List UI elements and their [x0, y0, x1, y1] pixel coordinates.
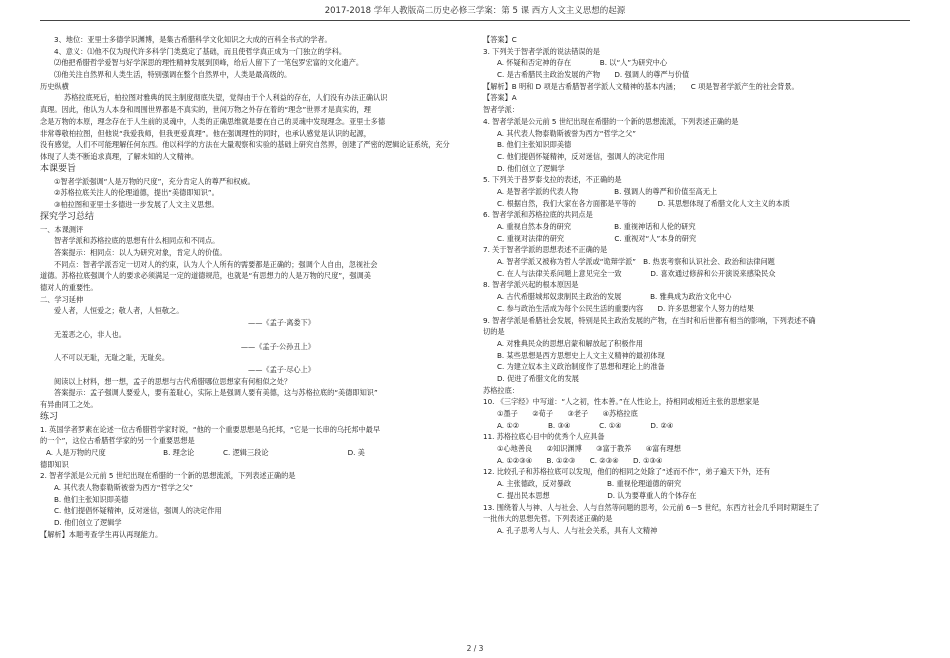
- text-line: 2. 智者学派是公元前 5 世纪出现在希腊的一个新的思想流派，下列表述正确的是: [40, 471, 296, 481]
- text-line: 【答案】A: [483, 93, 517, 103]
- text-line: 7. 关于智者学派的思想表述不正确的是: [483, 245, 608, 255]
- text-line: 12. 比较孔子和苏格拉底可以发现，他们的相同之处除了“述而不作”，弟子遍天下外，还有: [483, 467, 771, 477]
- text-line: A. 其代表人物泰勒斯被誉为西方“哲学之父”: [497, 128, 636, 138]
- text-line: A. 主张德政，反对暴政 B. 重视伦理道德的研究: [497, 479, 682, 489]
- text-line: ——《孟子·公孙丑上》: [240, 341, 315, 351]
- text-line: D. 他们创立了逻辑学: [497, 163, 565, 173]
- text-line: A. 人是万物的尺度 B. 理念论 C. 逻辑三段论 D. 美: [46, 448, 365, 457]
- text-line: C. 参与政治生活成为每个公民生活的重要内容 D. 许多思想家个人努力的结果: [497, 303, 754, 313]
- text-line: A. 其代表人物泰勒斯被誉为西方“哲学之父”: [54, 483, 193, 493]
- text-line: 一、本课测评: [40, 224, 84, 234]
- text-line: 真理。因此，他认为人本身和周围世界都是不真实的，世间万物之外存在着的“理念”世界才是真实的，理: [40, 105, 371, 115]
- text-line: 答案提示：孟子强调人要爱人，要有羞耻心，实际上是强调人要有美德，这与苏格拉底的“美德即知识”: [54, 388, 378, 398]
- text-line: 德对人的重要性。: [40, 283, 98, 293]
- text-line: 13. 围绕着人与神、人与社会、人与自然等问题的思考，公元前 6－5 世纪，东西方社会几乎同时期诞生了: [483, 502, 820, 512]
- text-line: 1. 英国学者罗素在论述一位古希腊哲学家时说，“他的一个重要思想是乌托邦，“它是一长串的乌托邦中最早: [40, 424, 381, 434]
- text-line: A. 古代希腊城邦奴隶制民主政治的发展 B. 雅典成为政治文化中心: [497, 292, 732, 302]
- text-line: A. 是智者学派的代表人物 B. 强调人的尊严和价值至高无上: [497, 186, 718, 196]
- text-line: 智者学派和苏格拉底的思想有什么相同点和不同点。: [54, 236, 220, 246]
- text-line: 历史纵横: [40, 81, 69, 91]
- text-line: A. ①②③④ B. ①②③ C. ②③④ D. ①③④: [497, 455, 663, 465]
- text-line: A. ①② B. ③④ C. ①④ D. ②④: [497, 420, 674, 430]
- text-line: 非常尊敬柏拉图，但他说“我爱我师，但我更爱真理”。他在强调理性的同时，也承认感觉是认识的起源，: [40, 128, 371, 138]
- text-line: B. 某些思想是西方思想史上人文主义精神的最初体现: [497, 350, 665, 360]
- text-line: 人不可以无耻，无耻之耻，无耻矣。: [54, 353, 170, 363]
- page-number: 2 / 3: [466, 644, 484, 653]
- text-line: C. 在人与法律关系问题上意见完全一致 D. 喜欢通过修辞和公开演说来感染民众: [497, 268, 776, 278]
- text-line: ⑶他关注自然界和人类生活，特别强调在整个自然界中，人类是最高级的。: [54, 70, 292, 80]
- text-line: 练习: [40, 411, 59, 422]
- text-line: A. 怀疑和否定神的存在 B. 以“人”为研究中心: [497, 58, 668, 68]
- text-line: 3. 下列关于智者学派的说法错误的是: [483, 46, 600, 56]
- text-line: A. 对雅典民众的思想启蒙和解放起了积极作用: [497, 338, 643, 348]
- text-line: 3、地位：亚里士多德学识渊博，是集古希腊科学文化知识之大成的百科全书式的学者。: [54, 35, 332, 44]
- text-line: B. 他们主张知识即美德: [54, 494, 129, 504]
- text-line: 智者学派：: [483, 105, 519, 115]
- text-line: 阅读以上材料，想一想，孟子的思想与古代希腊哪位思想家有何相似之处？: [54, 376, 292, 386]
- text-line: 的一个”，这位古希腊哲学家的另一个重要思想是: [40, 436, 195, 446]
- text-line: 苏格拉底死后，柏拉图对雅典的民主制度彻底失望，觉得由于个人利益的存在，人们没有办法正确认识: [64, 93, 388, 103]
- text-line: C. 他们提倡怀疑精神，反对迷信，强调人的决定作用: [497, 151, 665, 161]
- text-line: C. 提出民本思想 D. 认为要尊重人的个体存在: [497, 490, 697, 500]
- text-line: 切的是: [483, 327, 505, 337]
- text-line: 8. 智者学派兴起的根本原因是: [483, 280, 579, 290]
- text-line: 苏格拉底：: [483, 385, 519, 395]
- text-line: 德即知识: [40, 459, 69, 469]
- text-line: 4、意义：⑴他不仅为现代许多科学门类奠定了基础，而且使哲学真正成为一门独立的学科。: [54, 46, 347, 56]
- text-line: 探究学习总结: [40, 211, 95, 222]
- text-line: 9. 智者学派是希腊社会发展，特别是民主政治发展的产物，在当时和后世都有相当的影响，下列表述不确: [483, 315, 816, 325]
- text-line: 答案提示：相同点：以人为研究对象，肯定人的价值。: [54, 248, 227, 257]
- text-line: C. 是古希腊民主政治发展的产物 D. 强调人的尊严与价值: [497, 70, 690, 80]
- text-line: 念是万物的本原，理念存在于人生前的灵魂中，人类的正确思维就是要在自己的灵魂中发现理念。亚里士多德: [40, 116, 386, 126]
- text-line: ①智者学派强调“人是万物的尺度”，充分肯定人的尊严和权威。: [54, 176, 255, 186]
- header-rule: [40, 20, 910, 21]
- text-line: 体现了人类不断追求真理，了解未知的人文精神。: [40, 151, 199, 161]
- text-line: 5. 下列关于普罗泰戈拉的表述，不正确的是: [483, 175, 622, 185]
- page-header: 2017-2018 学年人教版高二历史必修三学案：第 5 课 西方人文主义思想的起源: [324, 6, 626, 16]
- left-column: [40, 34, 465, 541]
- text-line: 不同点：智者学派否定一切对人的约束，认为人个人所有的需要都是正确的；强调个人自由，忽视社会: [54, 259, 378, 269]
- right-column: [483, 34, 908, 537]
- text-line: 本课要旨: [40, 163, 77, 174]
- text-line: ②苏格拉底关注人的伦理道德，提出“美德即知识”。: [54, 188, 219, 198]
- text-line: ①心地善良 ②知识渊博 ③富于教养 ④富有理想: [497, 444, 681, 454]
- text-line: C. 根据自然，我们大家在各方面都是平等的 D. 其思想体现了希腊文化人文主义的本质: [497, 198, 790, 208]
- text-line: ③柏拉图和亚里士多德进一步发展了人文主义思想。: [54, 199, 219, 209]
- text-line: D. 他们创立了逻辑学: [54, 518, 122, 528]
- text-line: A. 重视自然本身的研究 B. 重视神话和人伦的研究: [497, 222, 696, 231]
- text-line: 无羞恶之心，非人也。: [54, 329, 126, 339]
- text-line: A. 孔子思考人与人、人与社会关系，具有人文精神: [497, 525, 658, 535]
- text-line: C. 他们提倡怀疑精神，反对迷信，强调人的决定作用: [54, 506, 222, 516]
- text-line: ①墨子 ②荀子 ③老子 ④苏格拉底: [497, 409, 638, 418]
- text-line: 道德。苏格拉底强调个人的要求必须满足一定的道德规范，也就是“有思想力的人是万物的尺度”，强调美: [40, 271, 371, 281]
- text-line: 没有感觉，人们不可能理解任何东西。他以科学的方法在大量观察和实验的基础上研究自然界，创建了严密的逻辑论证系统，充分: [40, 140, 450, 150]
- text-line: ——《孟子·离娄下》: [248, 318, 315, 328]
- text-line: 10. 《三字经》中写道：“人之初，性本善。”在人性论上，持相同或相近主张的思想家是: [483, 397, 760, 407]
- text-line: C. 重视对法律的研究 C. 重视对“人”本身的研究: [497, 233, 697, 243]
- text-line: 一批伟大的思想先哲。下列表述正确的是: [483, 514, 613, 524]
- text-line: 二、学习延伸: [40, 294, 84, 304]
- text-line: 【解析】B 明和 D 项是古希腊智者学派人文精神的基本内涵； C 项是智者学派产生的社会背景。: [483, 81, 799, 91]
- text-line: ——《孟子·尽心上》: [248, 364, 315, 374]
- text-line: ⑵他把希腊哲学爱智与好学深思的理性精神发展到顶峰，给后人留下了一笔包罗宏富的文化遗产。: [54, 58, 364, 68]
- text-line: 爱人者，人恒爱之；敬人者，人恒敬之。: [54, 306, 184, 316]
- text-line: 【答案】C: [483, 35, 517, 44]
- text-line: 4. 智者学派是公元前 5 世纪出现在希腊的一个新的思想流派，下列表述正确的是: [483, 116, 739, 126]
- text-line: A. 智者学派又被称为哲人学派或“诡辩学派” B. 热衷考察和认识社会、政治和法律问题: [497, 257, 775, 267]
- text-line: B. 他们主张知识即美德: [497, 140, 572, 150]
- text-line: 【解析】本题考查学生再认再现能力。: [40, 529, 163, 539]
- text-line: C. 为建立奴本主义政治制度作了思想和理论上的准备: [497, 362, 665, 372]
- text-line: 有异曲同工之处。: [40, 399, 98, 409]
- text-line: D. 促进了希腊文化的发展: [497, 373, 579, 383]
- text-line: 11. 苏格拉底心目中的优秀个人应具备: [483, 432, 605, 442]
- text-line: 6. 智者学派和苏格拉底的共同点是: [483, 210, 593, 220]
